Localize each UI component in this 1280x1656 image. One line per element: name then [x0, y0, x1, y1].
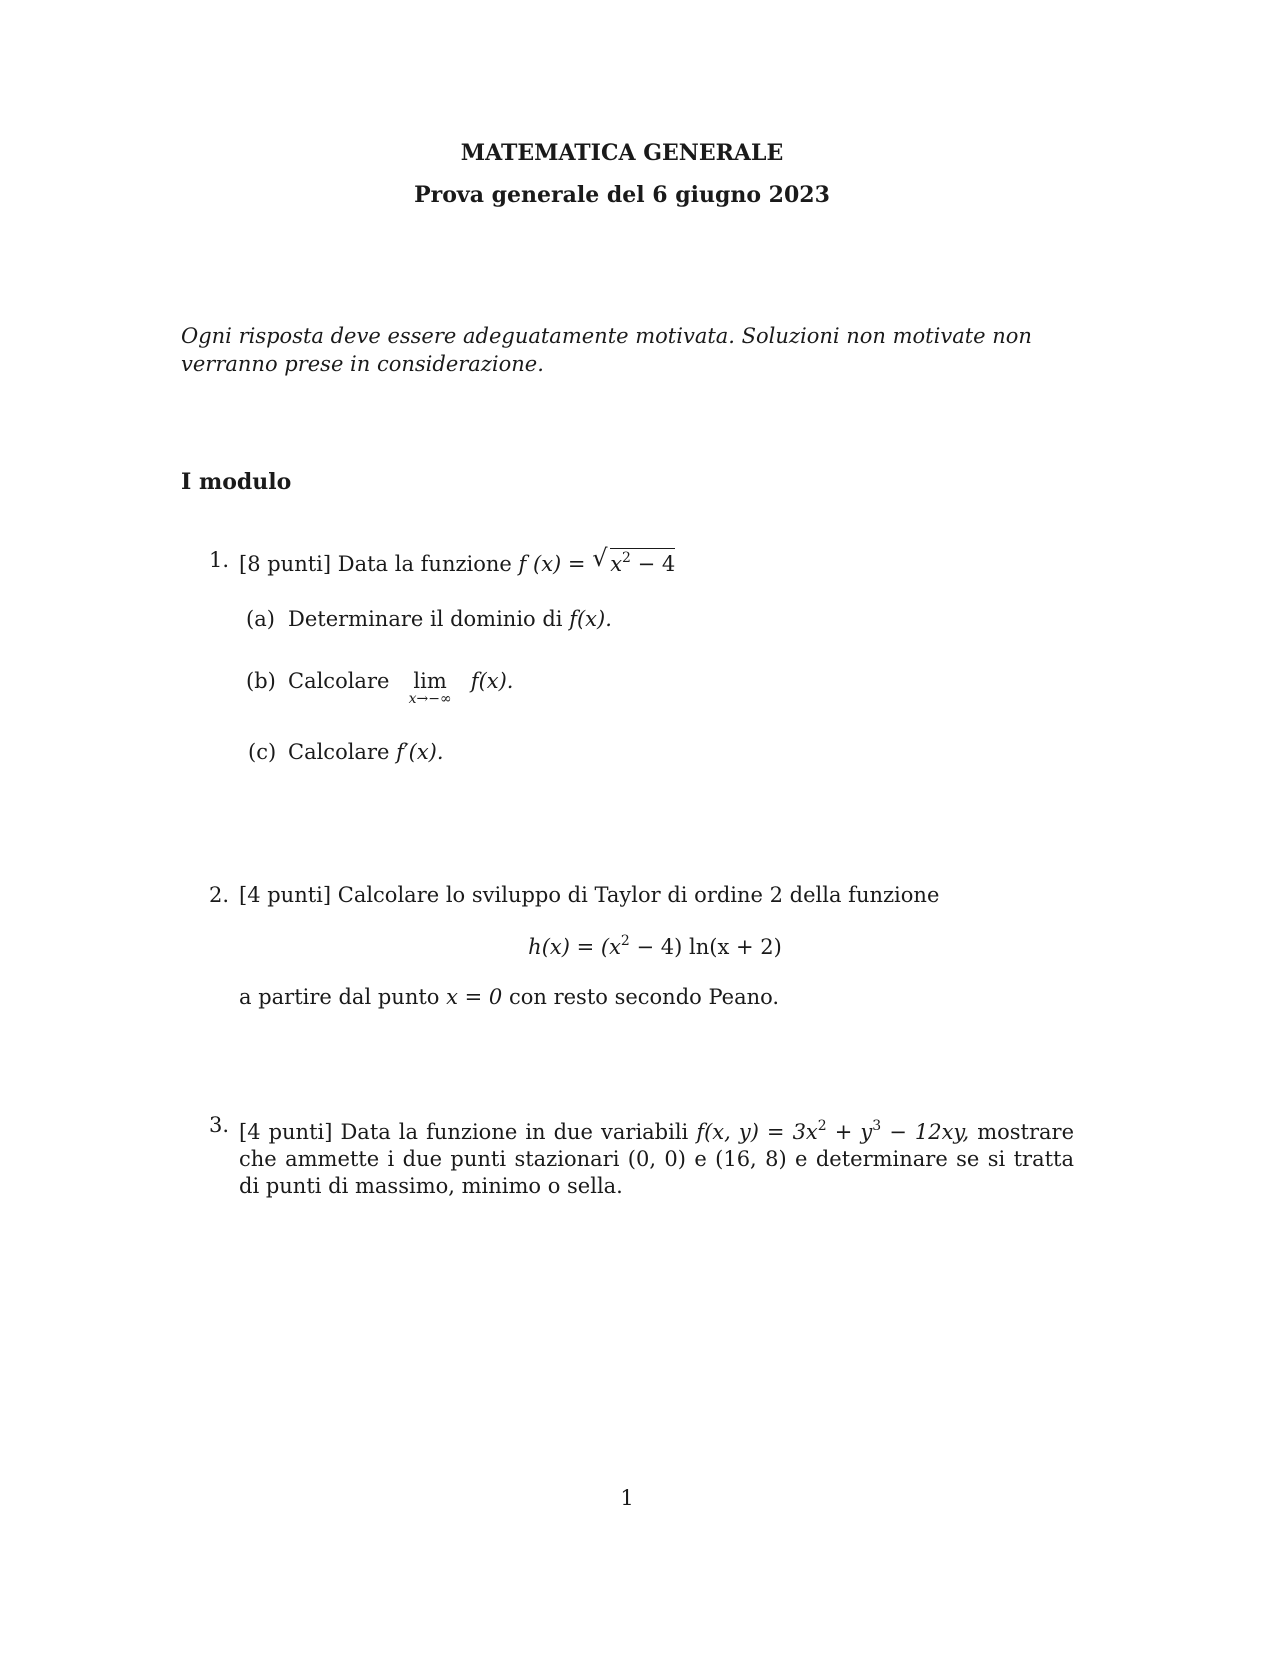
q3-statement: [4 punti] Data la funzione in due variabili f(x, $y) = 3x^2 + y^3 - 12xy$, mostrare che ammette i due punti stazionari (0, 0) e (16, 8) e determinare se si tratta di punti di massimo, minimo o sella. [239, 1118, 1075, 1198]
q1-number: 1. [209, 548, 230, 572]
q2-intro: [4 punti] Calcolare lo sviluppo di Taylor di ordine 2 della funzione [239, 883, 940, 907]
page-number: 1 [620, 1486, 634, 1510]
q1-func-lhs: f (x) = [518, 552, 586, 576]
q1-intro: [8 punti] Data la funzione [239, 552, 512, 576]
q1-c-label: (c) [248, 740, 277, 764]
course-title: MATEMATICA GENERALE [460, 140, 784, 166]
q1-c-item: Calcolare f′(x). [288, 740, 444, 764]
q1-statement [239, 544, 676, 576]
q3-number: 3. [209, 1113, 230, 1137]
q1-a-label: (a) [246, 607, 275, 631]
q2-tail: a partire dal punto x = 0 con resto secondo Peano. [239, 985, 780, 1009]
limit-operator: lim x→−∞ [408, 669, 452, 707]
q2-equation: $h(x) = (x^2 - 4) \ln(x + 2)$ [528, 933, 782, 959]
radical-sign-icon: √ [592, 544, 608, 572]
q1-radicand: $x^2 - 4$ [610, 550, 676, 576]
q1-a-item: Determinare il dominio di f(x). [288, 607, 612, 631]
sqrt-symbol [592, 544, 676, 576]
instructions: Ogni risposta deve essere adeguatamente motivata. Soluzioni non motivate non verranno prese in considerazione. [181, 324, 1032, 376]
section-title: I modulo [181, 469, 292, 495]
q2-number: 2. [209, 883, 230, 907]
exam-title: Prova generale del 6 giugno 2023 [414, 182, 830, 208]
q1-b-item: Calcolare lim x→−∞ f(x). [288, 669, 514, 707]
q1-b-label: (b) [246, 669, 276, 693]
